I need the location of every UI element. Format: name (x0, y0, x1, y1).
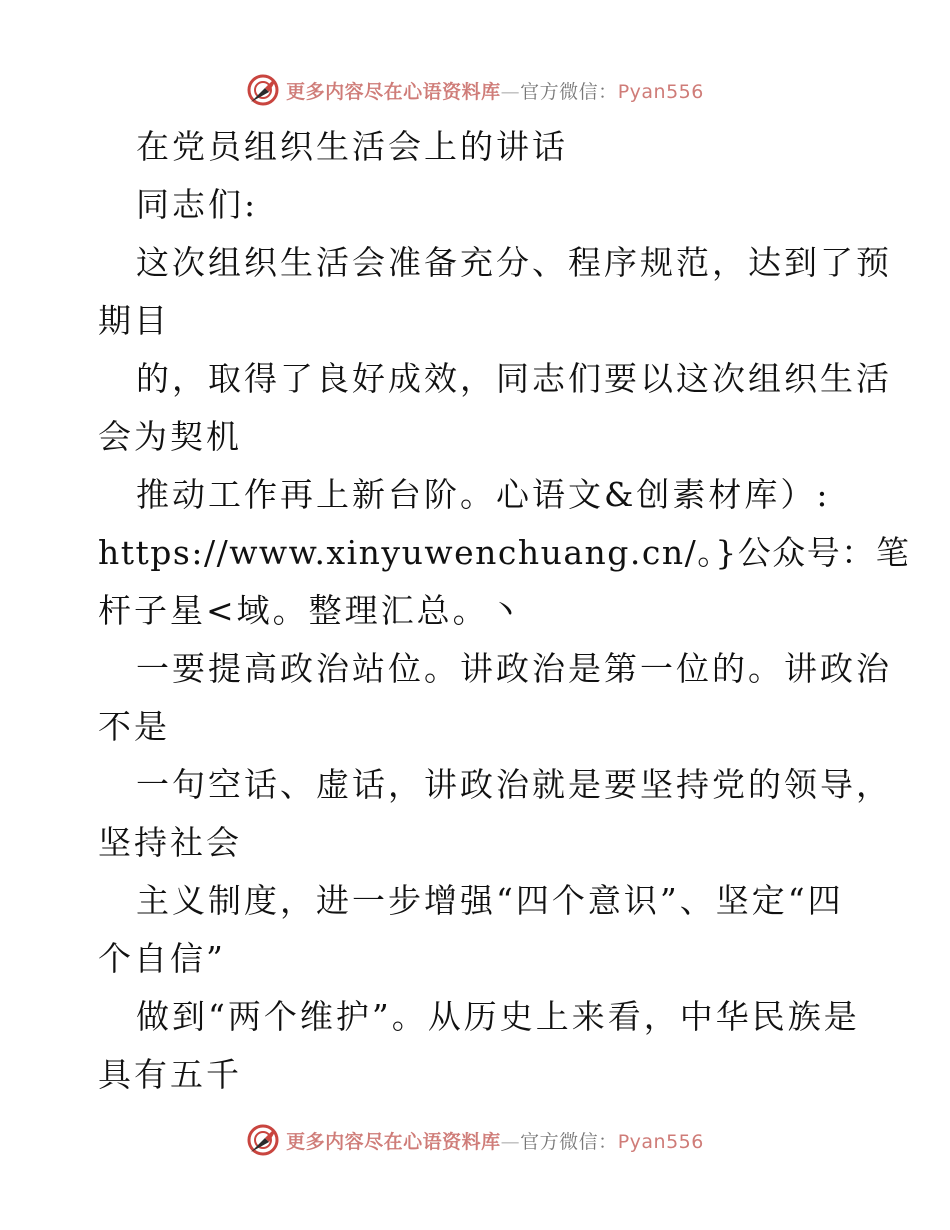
text-line: 期目 (98, 301, 170, 340)
pen-logo-icon (246, 1123, 280, 1157)
watermark-prefix: 更多内容尽在心语资料库 (286, 1130, 501, 1153)
watermark-separator: — (500, 80, 521, 103)
text-line: 做到“两个维护”。从历史上来看，中华民族是 (136, 997, 860, 1036)
header-watermark-banner (0, 70, 950, 110)
text-line: 在党员组织生活会上的讲话 (136, 127, 568, 166)
text-line: 一句空话、虚话，讲政治就是要坚持党的领导， (136, 765, 892, 804)
watermark-text (286, 77, 704, 104)
text-line: 的，取得了良好成效，同志们要以这次组织生活 (136, 359, 892, 398)
text-line: https://www.xinyuwenchuang.cn/。}公众号：笔 (98, 533, 911, 572)
text-line: 会为契机 (98, 417, 242, 456)
text-line: 同志们: (136, 185, 259, 224)
footer-watermark-banner (0, 1120, 950, 1160)
text-line: 坚持社会 (98, 823, 242, 862)
watermark-id: Pyan556 (617, 1130, 704, 1153)
text-line: 具有五千 (98, 1055, 242, 1094)
watermark-label: 官方微信： (520, 1130, 618, 1153)
text-line: 个自信” (98, 939, 226, 978)
watermark-label: 官方微信： (520, 80, 618, 103)
watermark-prefix: 更多内容尽在心语资料库 (286, 80, 501, 103)
text-line: 杆子星<域。整理汇总。丶 (98, 591, 525, 630)
watermark-separator: — (500, 1130, 521, 1153)
pen-logo-icon (246, 73, 280, 107)
watermark-text (286, 1127, 704, 1154)
text-line: 不是 (98, 707, 170, 746)
text-line: 一要提高政治站位。讲政治是第一位的。讲政治 (136, 649, 892, 688)
document-body (98, 118, 911, 1104)
watermark-id: Pyan556 (617, 80, 704, 103)
text-line: 主义制度，进一步增强“四个意识”、坚定“四 (136, 881, 844, 920)
text-line: 推动工作再上新台阶。心语文&创素材库）: (136, 475, 831, 514)
text-line: 这次组织生活会准备充分、程序规范，达到了预 (136, 243, 892, 282)
